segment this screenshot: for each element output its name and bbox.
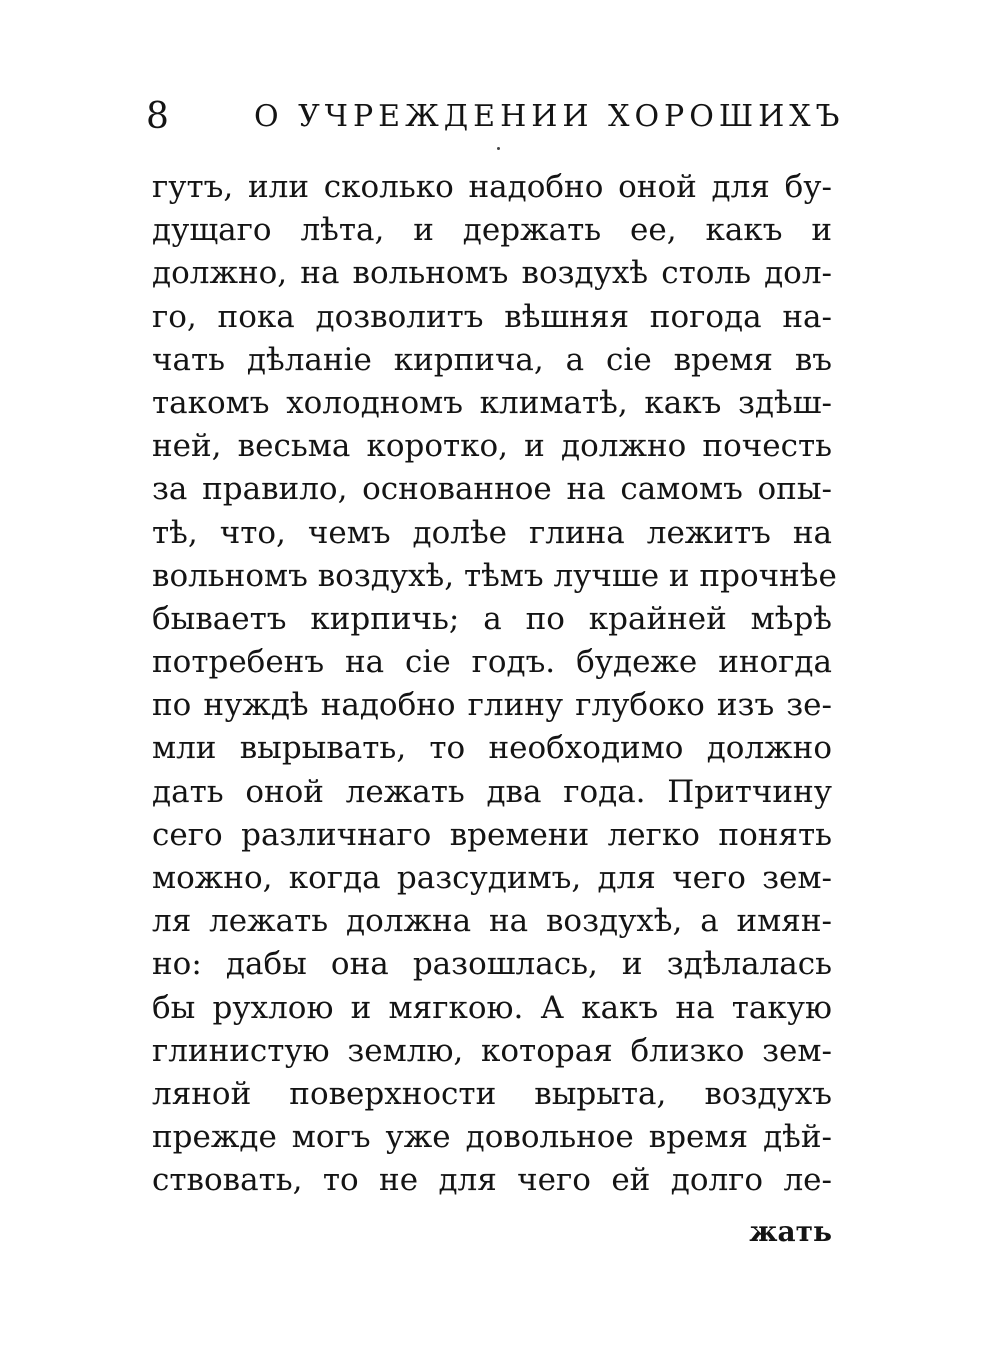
page-number: 8 [146, 96, 169, 137]
text-line: глинистую землю, которая близко зем- [152, 1032, 832, 1069]
text-line: потребенъ на сіе годъ. будеже иногда [152, 644, 832, 681]
text-line: должно, на вольномъ воздухѣ столь дол- [152, 255, 832, 292]
text-line: чать дѣланіе кирпича, а сіе время въ [152, 341, 832, 378]
text-line: вольномъ воздухѣ, тѣмъ лучше и прочнѣе [152, 557, 837, 594]
text-line: го, пока дозволитъ вѣшняя погода на- [152, 298, 832, 335]
text-line: тѣ, что, чемъ долѣе глина лежитъ на [152, 514, 832, 551]
text-line: сего различнаго времени легко понять [152, 816, 832, 853]
text-line: ней, весьма коротко, и должно почесть [152, 428, 832, 465]
text-line: можно, когда разсудимъ, для чего зем- [152, 860, 832, 896]
text-line: за правило, основанное на самомъ опы- [152, 471, 832, 508]
text-line: прежде могъ уже довольное время дѣй- [152, 1119, 832, 1156]
text-line: по нуждѣ надобно глину глубоко изъ зе- [152, 687, 832, 724]
catchword: жать [749, 1215, 832, 1248]
text-line: бы рухлою и мягкою. А какъ на такую [152, 989, 832, 1026]
text-line: ля лежать должна на воздухѣ, а имян- [152, 903, 832, 940]
body-text [152, 166, 837, 1203]
text-line: гутъ, или сколько надобно оной для бу- [152, 169, 832, 205]
text-line: дать оной лежать два года. Притчину [152, 773, 832, 810]
text-line: дущаго лѣта, и держать ее, какъ и [152, 212, 832, 249]
text-line: ляной поверхности вырыта, воздухъ [152, 1075, 832, 1112]
text-line: ствовать, то не для чего ей долго ле- [152, 1162, 832, 1199]
running-title: О УЧРЕЖДЕНИИ ХОРОШИХЪ [254, 99, 845, 134]
ink-dot [497, 147, 500, 150]
text-line: такомъ холодномъ климатѣ, какъ здѣш- [152, 384, 832, 421]
text-line: мли вырывать, то необходимо должно [152, 730, 832, 767]
text-line: но: дабы она разошлась, и здѣлалась [152, 946, 832, 983]
running-head [146, 92, 846, 142]
text-line: бываетъ кирпичь; а по крайней мѣрѣ [152, 600, 832, 637]
